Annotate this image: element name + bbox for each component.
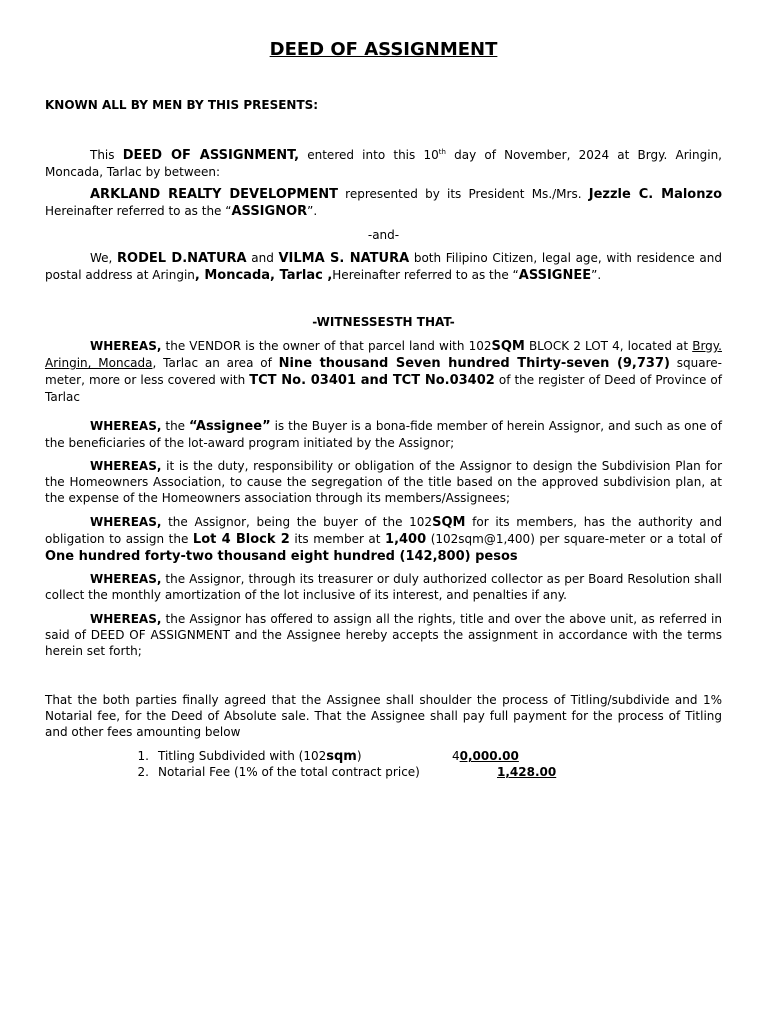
known-all-heading: KNOWN ALL BY MEN BY THIS PRESENTS: bbox=[45, 98, 319, 112]
agreement-paragraph: That the both parties finally agreed that the Assignee shall shoulder the process of Titling/subdivide and 1% Notarial fee, for the Deed of Absolute sale. That the Assignee shall pay full payment for the process of Titling and other fees amounting below bbox=[45, 693, 722, 739]
list-number: 1. bbox=[137, 749, 149, 763]
whereas-paragraph-4: WHEREAS, the Assignor, being the buyer of the 102SQM for its members, has the authority and obligation to assign the Lot 4 Block 2 its member at 1,400 (102sqm@1,400) per square-meter or a total of One hundred forty-two thousand eight hundred (142,800) pesos bbox=[45, 515, 723, 564]
fee-amount: 40,000.00 bbox=[452, 749, 519, 763]
assignee-paragraph: We, RODEL D.NATURA and VILMA S. NATURA both Filipino Citizen, legal age, with residence and postal address at Aringin, Moncada, Tarlac ,Hereinafter referred to as the “ASSIGNEE”. bbox=[45, 251, 722, 283]
fee-label: Notarial Fee (1% of the total contract price) bbox=[158, 765, 420, 779]
fee-item-notarial bbox=[135, 764, 635, 780]
fee-label: Titling Subdivided with (102sqm) bbox=[158, 749, 362, 764]
and-separator: -and- bbox=[367, 228, 400, 242]
whereas-paragraph-6: WHEREAS, the Assignor has offered to assign all the rights, title and over the above unit, as referred in said of DEED OF ASSIGNMENT and the Assignee hereby accepts the assignment in accordance with the terms herein set forth; bbox=[45, 612, 722, 658]
assignor-paragraph: ARKLAND REALTY DEVELOPMENT represented by its President Ms./Mrs. Jezzle C. Malonzo Hereinafter referred to as the “ASSIGNOR”. bbox=[45, 187, 722, 219]
document-title: DEED OF ASSIGNMENT bbox=[269, 39, 498, 60]
whereas-paragraph-5: WHEREAS, the Assignor, through its treasurer or duly authorized collector as per Board Resolution shall collect the monthly amortization of the lot inclusive of its interest, and penalties if any. bbox=[45, 572, 722, 602]
whereas-paragraph-3: WHEREAS, it is the duty, responsibility or obligation of the Assignor to design the Subdivision Plan for the Homeowners Association, to cause the segregation of the title based on the approved subdivision plan, at the expense of the Homeowners association through its members/Assignees; bbox=[45, 459, 722, 505]
intro-paragraph: This DEED OF ASSIGNMENT, entered into this 10th day of November, 2024 at Brgy. Aringin, Moncada, Tarlac by between: bbox=[45, 148, 722, 179]
whereas-paragraph-1: WHEREAS, the VENDOR is the owner of that parcel land with 102SQM BLOCK 2 LOT 4, located at Brgy. Aringin, Moncada, Tarlac an area of Nine thousand Seven hundred Thirty-seven (9,737) square-meter, more or less covered with TCT No. 03401 and TCT No.03402 of the register of Deed of Province of Tarlac bbox=[45, 339, 722, 404]
fee-item-titling bbox=[135, 748, 635, 764]
whereas-paragraph-2: WHEREAS, the “Assignee” is the Buyer is a bona-fide member of herein Assignor, and such as one of the beneficiaries of the lot-award program initiated by the Assignor; bbox=[45, 419, 722, 450]
witnesseth-heading: -WITNESSESTH THAT- bbox=[312, 315, 455, 329]
list-number: 2. bbox=[137, 765, 149, 779]
fee-amount: 1,428.00 bbox=[497, 765, 557, 779]
fees-list bbox=[135, 748, 635, 780]
